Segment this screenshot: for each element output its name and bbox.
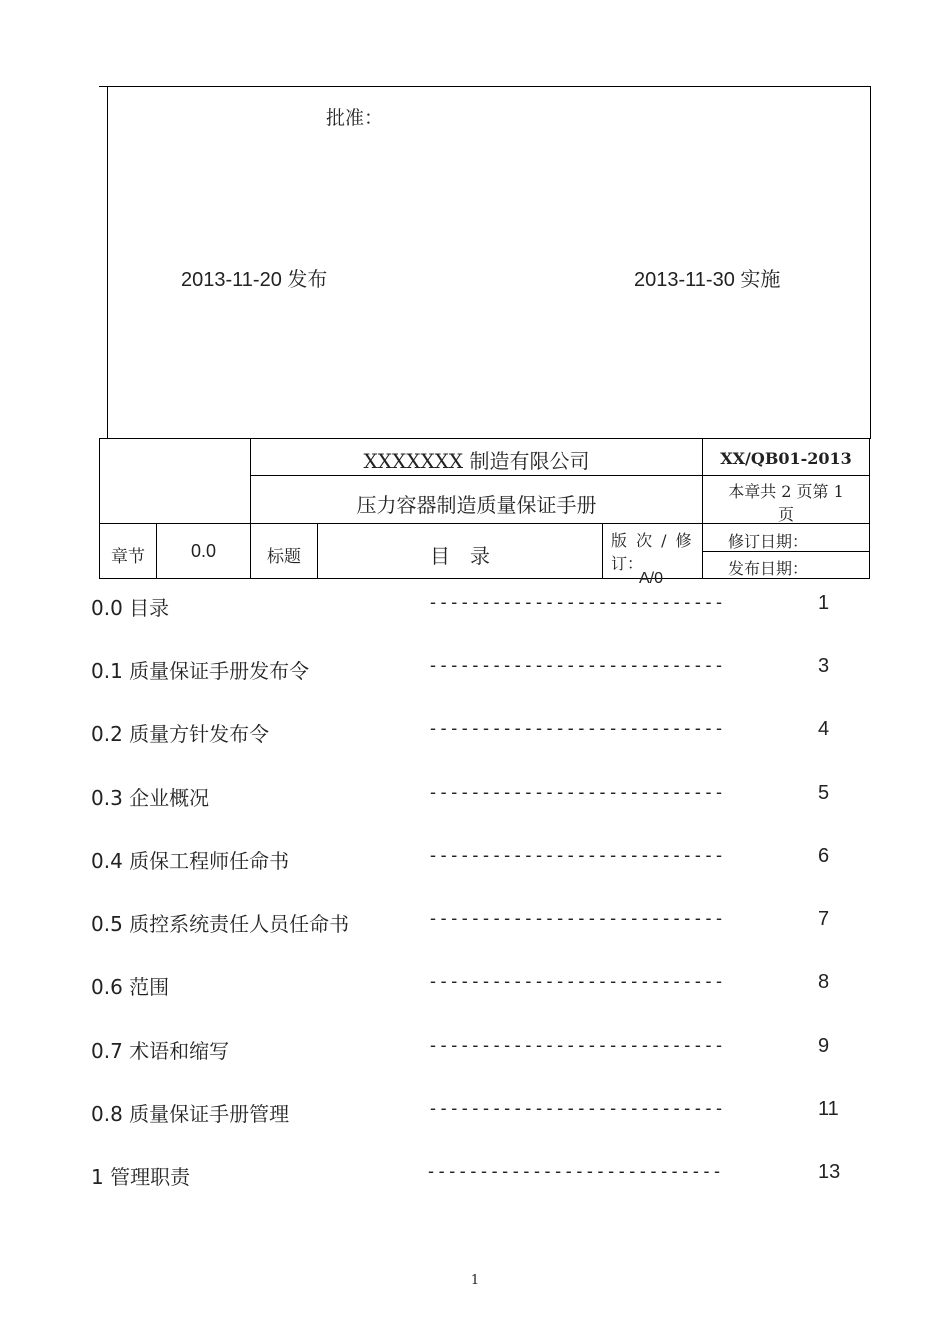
revision-date-label: 修订日期： xyxy=(728,532,809,551)
effective-date: 2013-11-30 实施 xyxy=(634,269,781,291)
toc-entry-page: 6 xyxy=(818,845,830,867)
toc-entry-title: 0.2 质量方针发布令 xyxy=(91,722,270,746)
toc-entry-title: 0.6 范围 xyxy=(91,975,170,999)
toc-entry-title: 0.7 术语和缩写 xyxy=(91,1039,230,1063)
toc-entry-page: 7 xyxy=(818,908,830,930)
toc-entry-title: 0.1 质量保证手册发布令 xyxy=(91,659,310,683)
title-value: 目 录 xyxy=(430,544,490,568)
chapter-value: 0.0 xyxy=(190,541,217,561)
toc-entry-title: 1 管理职责 xyxy=(91,1165,191,1189)
chapter-pages-line2: 页 xyxy=(777,505,794,524)
frame-corner-mark xyxy=(99,86,107,87)
toc-leader: ---------------------------- xyxy=(430,655,727,675)
toc-entry-page: 5 xyxy=(818,782,830,804)
document-code: XX/QB01-2013 xyxy=(720,449,852,468)
release-date-label: 发布日期： xyxy=(728,559,809,578)
toc-leader: ---------------------------- xyxy=(430,718,727,738)
toc-leader: ---------------------------- xyxy=(430,908,727,928)
toc-leader: ---------------------------- xyxy=(430,1035,727,1055)
toc-entry[interactable] xyxy=(0,971,950,1001)
toc-entry-title: 0.4 质保工程师任命书 xyxy=(91,849,290,873)
toc-entry-page: 13 xyxy=(818,1161,841,1183)
toc-leader: ---------------------------- xyxy=(430,1098,727,1118)
toc-entry-title: 0.5 质控系统责任人员任命书 xyxy=(91,912,350,936)
toc-leader: ---------------------------- xyxy=(430,592,727,612)
toc-entry[interactable] xyxy=(0,592,950,622)
version-label-line1: 版 次 / 修 xyxy=(611,531,694,550)
toc-leader: ---------------------------- xyxy=(428,1161,725,1181)
page-number: 1 xyxy=(470,1273,480,1288)
chapter-pages-line1: 本章共 2 页第 1 xyxy=(728,482,844,501)
toc-leader: ---------------------------- xyxy=(430,782,727,802)
toc-entry-title: 0.0 目录 xyxy=(91,596,170,620)
toc-entry-page: 1 xyxy=(818,592,830,614)
toc-entry[interactable] xyxy=(0,718,950,748)
toc-leader: ---------------------------- xyxy=(430,845,727,865)
manual-title: 压力容器制造质量保证手册 xyxy=(356,493,597,517)
toc-leader: ---------------------------- xyxy=(430,971,727,991)
toc-entry[interactable] xyxy=(0,845,950,875)
title-label: 标题 xyxy=(267,547,301,567)
version-cell xyxy=(603,524,702,587)
toc-entry[interactable] xyxy=(0,1035,950,1065)
toc-entry-page: 3 xyxy=(818,655,830,677)
toc-entry[interactable] xyxy=(0,782,950,812)
chapter-label: 章节 xyxy=(111,547,145,567)
toc-entry[interactable] xyxy=(0,908,950,938)
toc-entry-page: 9 xyxy=(818,1035,830,1057)
toc-entry-page: 8 xyxy=(818,971,830,993)
toc-entry-title: 0.3 企业概况 xyxy=(91,786,210,810)
version-label-line2: 订： xyxy=(611,554,644,573)
approval-label: 批准： xyxy=(326,107,384,129)
toc-entry[interactable] xyxy=(0,1161,950,1191)
version-value: A/0 xyxy=(639,570,664,587)
toc-entry-title: 0.8 质量保证手册管理 xyxy=(91,1102,290,1126)
publish-date: 2013-11-20 发布 xyxy=(181,269,328,291)
toc-entry[interactable] xyxy=(0,655,950,685)
toc-entry[interactable] xyxy=(0,1098,950,1128)
toc-entry-page: 4 xyxy=(818,718,830,740)
company-name: XXXXXXX 制造有限公司 xyxy=(363,449,590,473)
toc-entry-page: 11 xyxy=(818,1098,839,1120)
